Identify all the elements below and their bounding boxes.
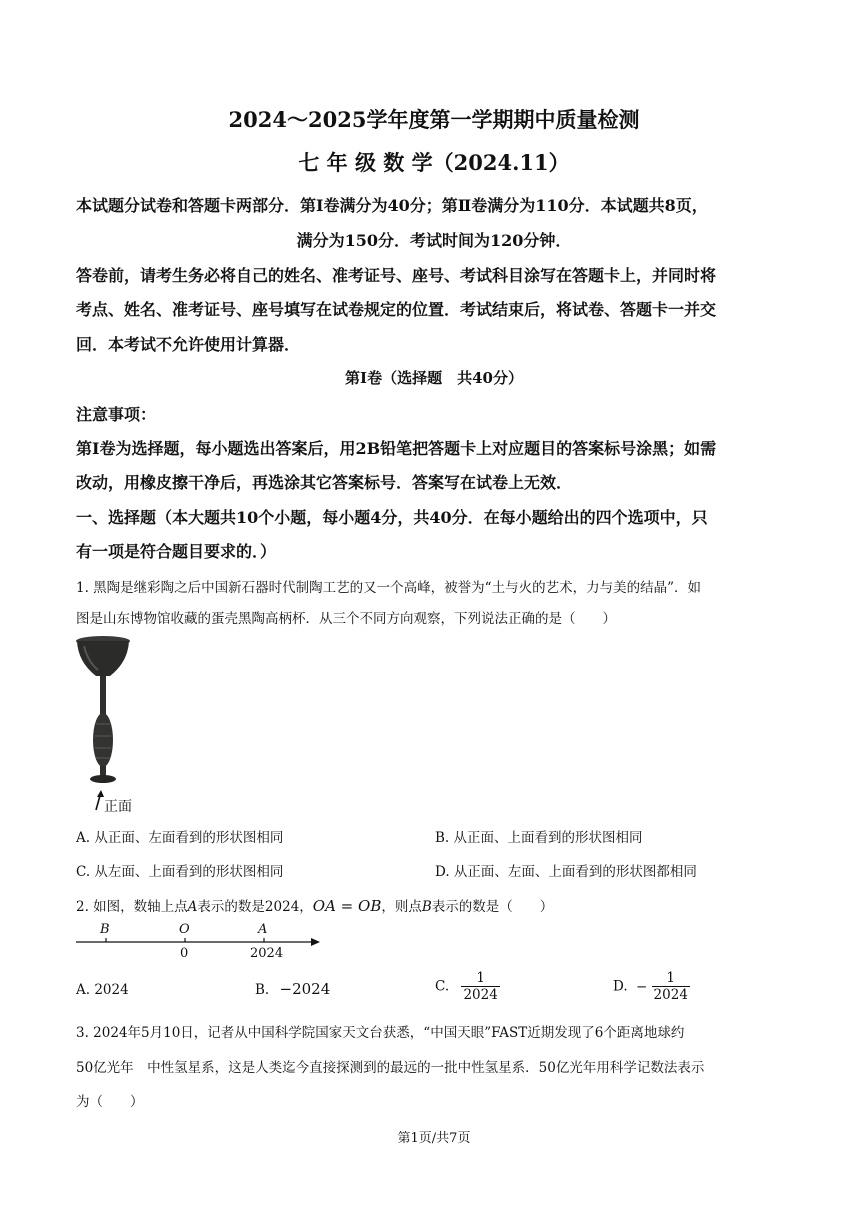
q2-option-c-prefix: C. [435,978,450,995]
intro-line-4: 考点、姓名、准考证号、座号填写在试卷规定的位置．考试结束后，将试卷、答题卡一并交 [76,300,717,319]
q2-option-b-prefix: B. [255,982,270,998]
q2-text-end: 表示的数是（ ） [431,899,554,915]
exam-title: 2024～2025学年度第一学期期中质量检测 [228,107,640,132]
q3-line-1: 3. 2024年5月10日，记者从中国科学院国家天文台获悉，“中国天眼”FAST近期发现了6个距离地球约 [76,1025,685,1041]
q2-text-before: 2. 如图，数轴上点 [76,899,188,915]
part-title-line-2: 有一项是符合题目要求的．） [76,542,277,561]
q2-option-d[interactable] [613,970,690,1003]
intro-line-1: 本试题分试卷和答题卡两部分．第Ⅰ卷满分为40分；第Ⅱ卷满分为110分．本试题共8页， [76,196,708,215]
notice-line-1: 第Ⅰ卷为选择题，每小题选出答案后，用2B铅笔把答题卡上对应题目的答案标号涂黑；如需 [76,439,717,458]
notice-line-2: 改动，用橡皮擦干净后，再选涂其它答案标号．答案写在试卷上无效． [76,473,573,492]
figure-label-front: 正面 [104,799,132,815]
q2-option-d-prefix: D. [613,978,628,995]
q2-equation: OA = OB [312,897,382,915]
q2-text-middle: 表示的数是2024， [197,899,313,915]
q2-option-b[interactable] [255,980,330,998]
q2-stem [76,895,553,915]
q2-option-a[interactable]: A. 2024 [76,982,129,998]
q3-line-3: 为（ ） [76,1094,144,1110]
page-footer: 第1页/共7页 [397,1131,471,1146]
q1-option-b[interactable]: B. 从正面、上面看到的形状图相同 [435,830,643,846]
axis-label-o: O [179,922,190,937]
part-title-line-1: 一、选择题（本大题共10个小题，每小题4分，共40分．在每小题给出的四个选项中，只 [76,508,708,527]
intro-line-2: 满分为150分．考试时间为120分钟． [296,231,572,250]
black-pottery-cup-figure [74,632,164,820]
q2-option-d-denominator: 2024 [653,987,688,1003]
q2-option-d-sign: − [635,978,648,995]
notice-label: 注意事项： [76,405,157,424]
q2-text-after: ，则点 [381,899,422,915]
intro-line-3: 答卷前，请考生务必将自己的姓名、准考证号、座号、考试科目涂写在答题卡上，并同时将 [76,266,717,285]
q1-option-c[interactable]: C. 从左面、上面看到的形状图相同 [76,864,284,880]
q2-option-d-fraction [652,970,690,1003]
q2-option-d-numerator: 1 [666,970,676,986]
intro-line-5: 回．本考试不允许使用计算器． [76,335,301,354]
axis-label-a: A [258,922,268,937]
q2-point-a: A [187,899,198,915]
q1-line-1: 1. 黑陶是继彩陶之后中国新石器时代制陶工艺的又一个高峰，被誉为“土与火的艺术，力与美的结晶”．如 [76,580,701,596]
q1-option-a[interactable]: A. 从正面、左面看到的形状图相同 [76,830,284,846]
axis-value-o: 0 [180,946,189,961]
q2-option-c[interactable] [435,970,500,1003]
number-line-figure [74,920,334,964]
q2-option-b-value: −2024 [279,980,331,998]
q3-line-2: 50亿光年 中性氢星系，这是人类迄今直接探测到的最远的一批中性氢星系．50亿光年用科学记数法表示 [76,1060,705,1076]
q2-option-c-denominator: 2024 [463,987,498,1003]
exam-subtitle: 七 年 级 数 学（2024.11） [298,150,570,175]
section-heading: 第Ⅰ卷（选择题 共40分） [345,369,523,387]
axis-label-b: B [100,922,110,937]
q1-line-2: 图是山东博物馆收藏的蛋壳黑陶高柄杯．从三个不同方向观察，下列说法正确的是（ ） [76,611,616,627]
q2-option-c-numerator: 1 [476,970,485,986]
q1-option-d[interactable]: D. 从正面、左面、上面看到的形状图都相同 [435,864,697,880]
q2-point-b: B [421,899,432,915]
axis-value-a: 2024 [250,946,284,961]
q2-option-c-fraction [461,970,499,1003]
